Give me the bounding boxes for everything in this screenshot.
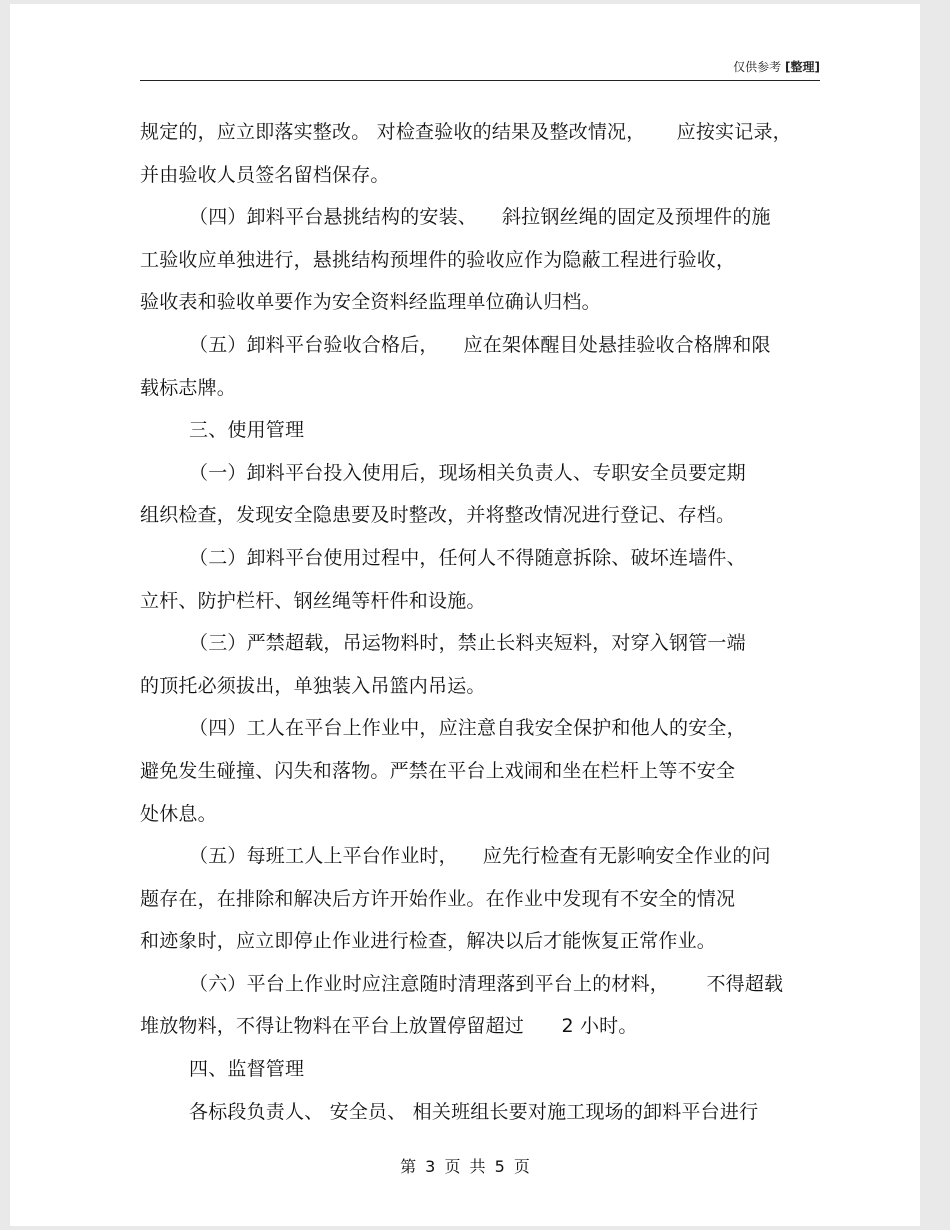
text-line: 避免发生碰撞、闪失和落物。严禁在平台上戏闹和坐在栏杆上等不安全 bbox=[140, 759, 736, 782]
text-line: （五）卸料平台验收合格后， 应在架体醒目处悬挂验收合格牌和限 bbox=[189, 333, 771, 356]
text-line: 处休息。 bbox=[140, 802, 217, 825]
text-line: 验收表和验收单要作为安全资料经监理单位确认归档。 bbox=[140, 291, 601, 314]
text-line: 三、使用管理 bbox=[189, 419, 305, 442]
text-line: 载标志牌。 bbox=[140, 376, 237, 399]
page-footer: 第 3 页 共 5 页 bbox=[400, 1157, 530, 1176]
text-line: （五）每班工人上平台作业时， 应先行检查有无影响安全作业的问 bbox=[189, 845, 771, 868]
header-note: 仅供参考 bbox=[733, 60, 782, 74]
text-line: 工验收应单独进行，悬挑结构预埋件的验收应作为隐蔽工程进行验收， bbox=[140, 248, 736, 271]
page-header bbox=[140, 58, 820, 81]
text-line: （二）卸料平台使用过程中，任何人不得随意拆除、破坏连墙件、 bbox=[189, 546, 746, 569]
text-line: 题存在，在排除和解决后方许开始作业。在作业中发现有不安全的情况 bbox=[140, 887, 736, 910]
text-line: 堆放物料，不得让物料在平台上放置停留超过 2 小时。 bbox=[140, 1015, 638, 1038]
text-line: 立杆、防护栏杆、钢丝绳等杆件和设施。 bbox=[140, 589, 486, 612]
text-line: 并由验收人员签名留档保存。 bbox=[140, 163, 390, 186]
text-line: 各标段负责人、 安全员、 相关班组长要对施工现场的卸料平台进行 bbox=[189, 1100, 759, 1123]
text-line: （一）卸料平台投入使用后，现场相关负责人、专职安全员要定期 bbox=[189, 461, 746, 484]
text-line: （四）工人在平台上作业中，应注意自我安全保护和他人的安全， bbox=[189, 717, 746, 740]
document-body bbox=[140, 111, 820, 1133]
text-line: 和迹象时，应立即停止作业进行检查，解决以后才能恢复正常作业。 bbox=[140, 930, 717, 953]
text-line: （三）严禁超载，吊运物料时，禁止长料夹短料，对穿入钢管一端 bbox=[189, 632, 746, 655]
document-page bbox=[10, 4, 920, 1226]
text-line: 四、监督管理 bbox=[189, 1058, 305, 1081]
text-line: 的顶托必须拔出，单独装入吊篮内吊运。 bbox=[140, 674, 486, 697]
text-line: 规定的，应立即落实整改。 对检查验收的结果及整改情况， 应按实记录， bbox=[140, 121, 792, 143]
text-line: 组织检查，发现安全隐患要及时整改，并将整改情况进行登记、存档。 bbox=[140, 504, 736, 527]
text-line: （六）平台上作业时应注意随时清理落到平台上的材料， 不得超载 bbox=[189, 972, 784, 995]
text-line: （四）卸料平台悬挑结构的安装、 斜拉钢丝绳的固定及预埋件的施 bbox=[189, 206, 771, 229]
header-tag: [整理] bbox=[785, 60, 820, 74]
